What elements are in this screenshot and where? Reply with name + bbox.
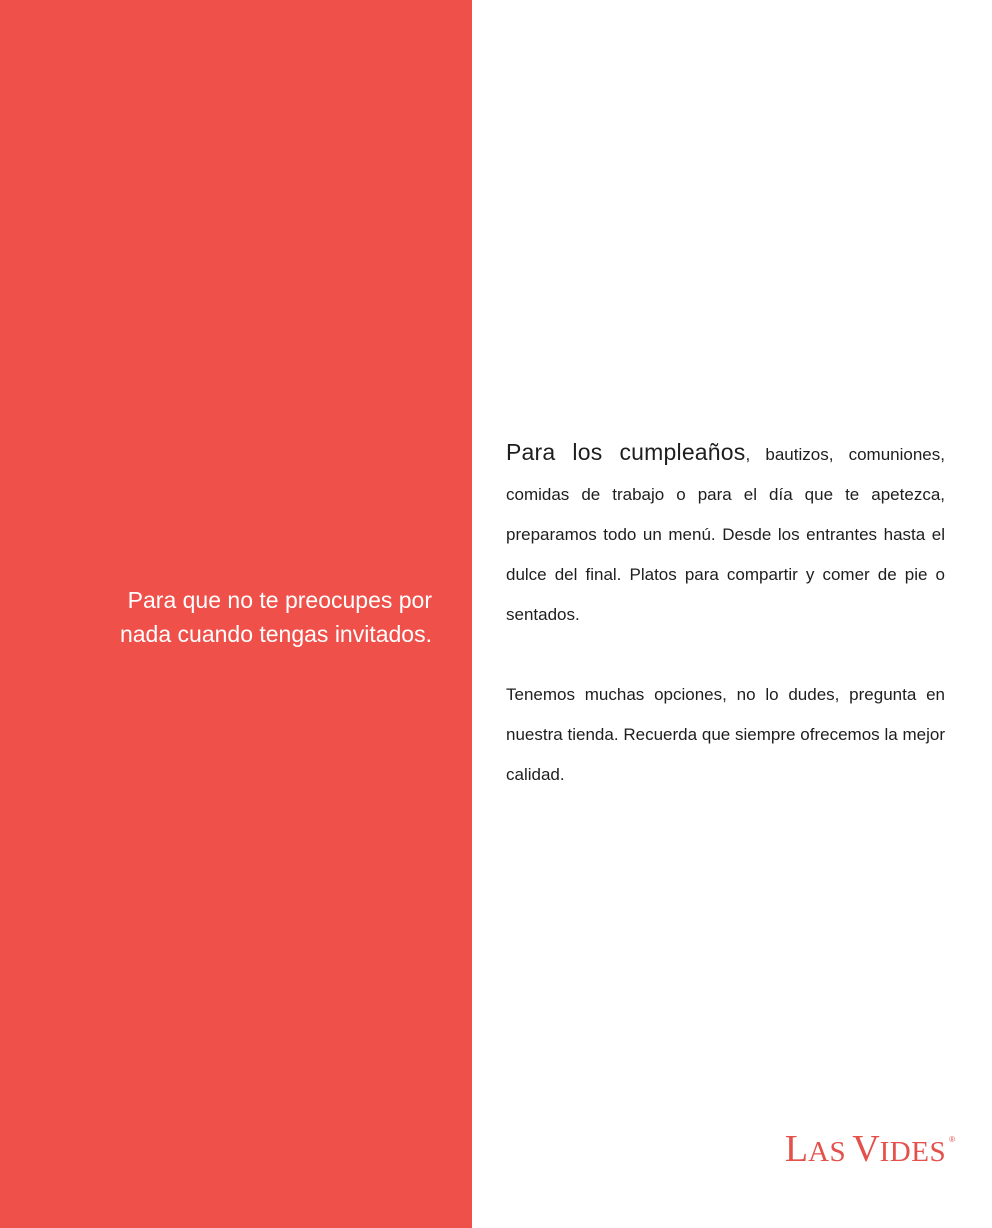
red-side-panel — [0, 0, 472, 1228]
paragraph-2: Tenemos muchas opciones, no lo dudes, pregunta en nuestra tienda. Recuerda que siempre ofrecemos la mejor calidad. — [506, 685, 945, 784]
registered-mark: ® — [949, 1135, 955, 1144]
paragraph-1-text: , bautizos, comuniones, comidas de trabajo o para el día que te apetezca, preparamos todo un menú. Desde los entrantes hasta el dulce del final. Platos para compartir y comer de pie o sentados. — [506, 445, 945, 624]
description-text — [506, 432, 945, 795]
lead-in-heading: Para los cumpleaños — [506, 439, 746, 465]
tagline — [32, 583, 432, 651]
logo-letter-l: L — [784, 1128, 809, 1170]
logo-letters-as: AS — [808, 1136, 847, 1168]
tagline-line-1: Para que no te preocupes por — [127, 587, 432, 613]
logo-letter-v: V — [852, 1128, 880, 1170]
tagline-line-2: nada cuando tengas invitados. — [119, 621, 432, 647]
paragraph-1 — [506, 432, 945, 635]
logo-letters-ides: IDES — [879, 1136, 947, 1168]
las-vides-logo — [785, 1130, 955, 1168]
